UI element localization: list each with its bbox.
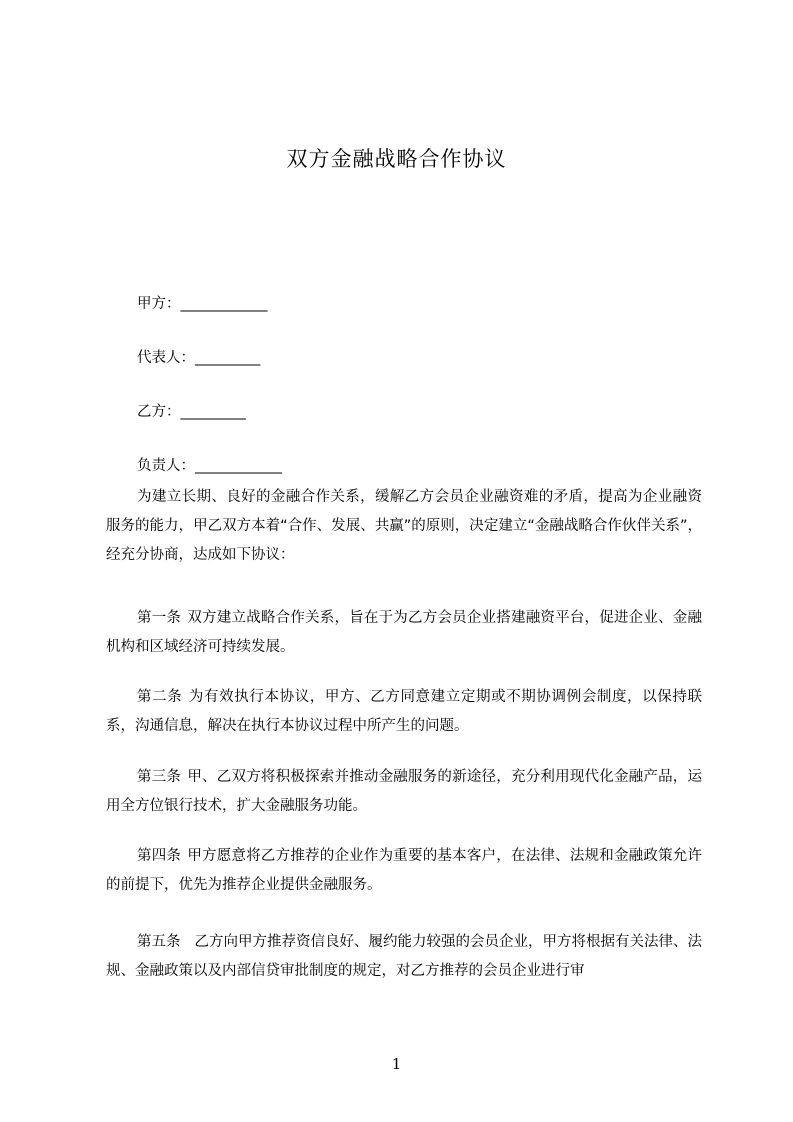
- article-2-label: 第二条: [137, 689, 183, 705]
- responsible-person-field: [137, 454, 282, 475]
- article-1-label: 第一条: [137, 610, 182, 626]
- party-b-field: [137, 400, 246, 421]
- responsible-person-blank: ____________: [195, 458, 282, 474]
- article-5-text: 乙方向甲方推荐资信良好、履约能力较强的会员企业，甲方将根据有关法律、法规、金融政策以及内部信贷审批制度的规定，对乙方推荐的会员企业进行审: [106, 934, 702, 979]
- party-a-blank: ____________: [180, 296, 268, 312]
- article-3-text: 甲、乙双方将积极探索并推动金融服务的新途径，充分利用现代化金融产品，运用全方位银行技术，扩大金融服务功能。: [106, 769, 703, 814]
- article-3: [106, 763, 702, 821]
- party-b-label: 乙方：: [137, 404, 181, 420]
- party-a-field: [137, 292, 268, 313]
- party-b-blank: _________: [180, 404, 246, 420]
- article-5: [106, 928, 702, 986]
- representative-field: [137, 346, 260, 367]
- article-4: [106, 842, 702, 900]
- party-a-label: 甲方：: [137, 296, 181, 312]
- intro-paragraph: 为建立长期、良好的金融合作关系，缓解乙方会员企业融资难的矛盾，提高为企业融资服务的能力，甲乙双方本着“合作、发展、共赢”的原则，决定建立“金融战略合作伙伴关系”，经充分协商，达成如下协议：: [106, 489, 702, 563]
- document-title: 双方金融战略合作协议: [286, 147, 507, 171]
- article-4-text: 甲方愿意将乙方推荐的企业作为重要的基本客户，在法律、法规和金融政策允许的前提下，优先为推荐企业提供金融服务。: [106, 848, 703, 893]
- article-2: [106, 683, 702, 741]
- article-4-label: 第四条: [137, 848, 182, 864]
- article-5-label: 第五条: [137, 934, 181, 950]
- article-2-text: 为有效执行本协议，甲方、乙方同意建立定期或不期协调例会制度，以保持联系，沟通信息，解决在执行本协议过程中所产生的问题。: [106, 689, 703, 734]
- article-3-label: 第三条: [137, 769, 182, 785]
- article-1: [106, 604, 702, 662]
- page-number: 1: [391, 1055, 402, 1073]
- responsible-person-label: 负责人：: [137, 458, 195, 474]
- article-1-text: 双方建立战略合作关系，旨在于为乙方会员企业搭建融资平台，促进企业、金融机构和区域经济可持续发展。: [106, 610, 703, 655]
- representative-label: 代表人：: [137, 350, 195, 366]
- representative-blank: _________: [195, 350, 261, 366]
